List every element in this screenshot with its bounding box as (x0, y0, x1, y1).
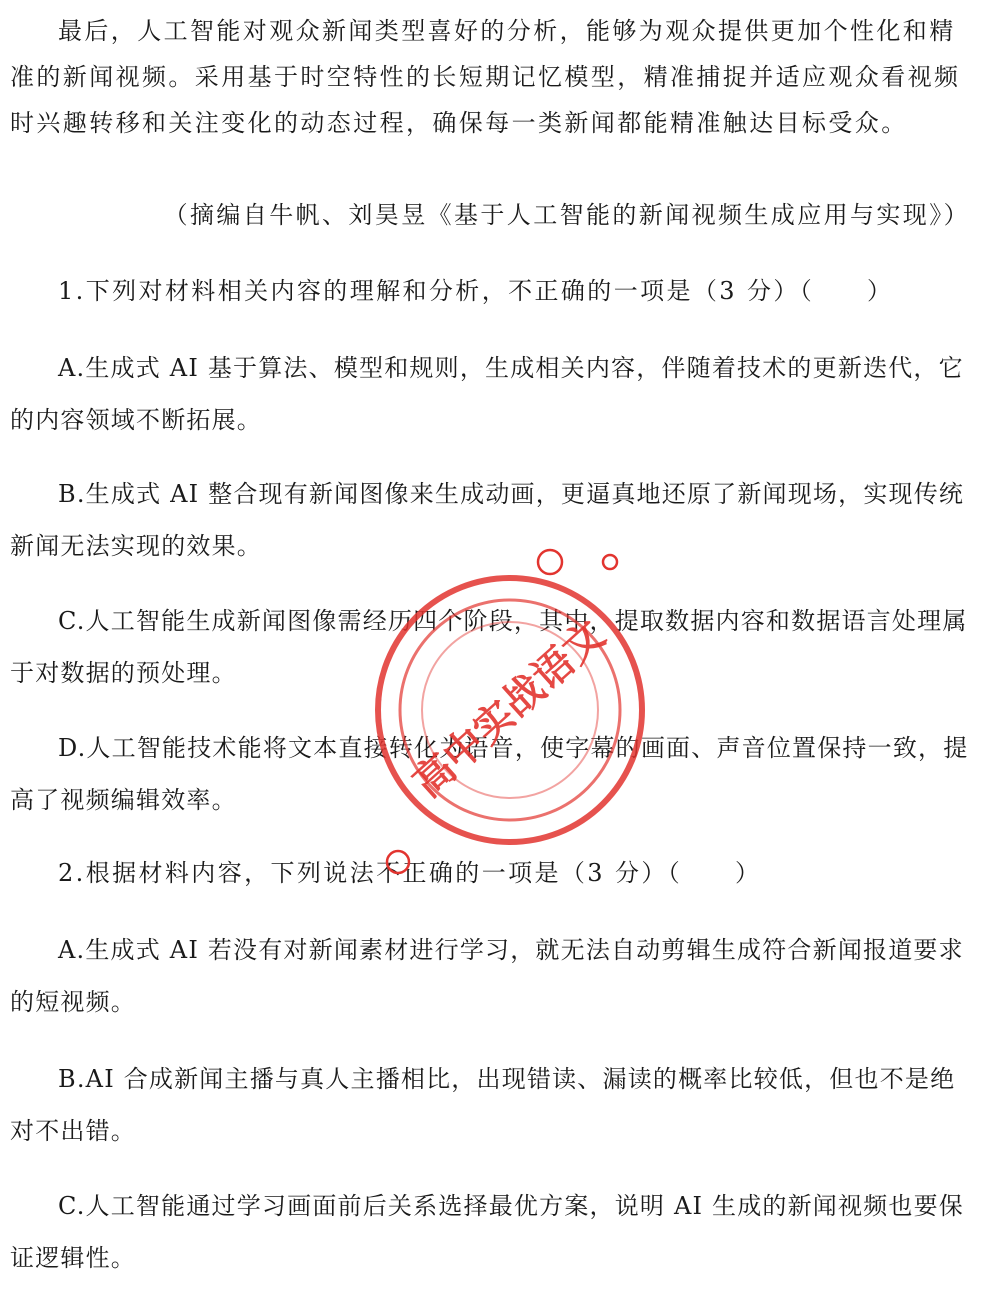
question-2-stem: 2.根据材料内容，下列说法不正确的一项是（3 分）（ ） (58, 859, 762, 887)
watermark-stamp (370, 540, 650, 880)
question-1-stem: 1.下列对材料相关内容的理解和分析，不正确的一项是（3 分）（ ） (58, 277, 894, 305)
question-2-option-a: A.生成式 AI 若没有对新闻素材进行学习，就无法自动剪辑生成符合新闻报道要求的短视频。 (10, 936, 964, 1016)
question-1-option-b: B.生成式 AI 整合现有新闻图像来生成动画，更逼真地还原了新闻现场，实现传统新闻无法实现的效果。 (10, 480, 965, 560)
question-2-option-c: C.人工智能通过学习画面前后关系选择最优方案，说明 AI 生成的新闻视频也要保证逻辑性。 (10, 1192, 965, 1272)
question-1-option-c: C.人工智能生成新闻图像需经历四个阶段，其中，提取数据内容和数据语言处理属于对数据的预处理。 (10, 607, 968, 687)
question-2-option-b: B.AI 合成新闻主播与真人主播相比，出现错读、漏读的概率比较低，但也不是绝对不出错。 (10, 1065, 956, 1145)
question-1-option-d: D.人工智能技术能将文本直接转化为语音，使字幕的画面、声音位置保持一致，提高了视频编辑效率。 (10, 734, 969, 814)
source-citation: （摘编自牛帆、刘昊昱《基于人工智能的新闻视频生成应用与实现》） (163, 201, 970, 229)
stamp-text: 高中实战语文 (404, 611, 614, 807)
passage-paragraph: 最后，人工智能对观众新闻类型喜好的分析，能够为观众提供更加个性化和精准的新闻视频。采用基于时空特性的长短期记忆模型，精准捕捉并适应观众看视频时兴趣转移和关注变化的动态过程，确保每一类新闻都能精准触达目标受众。 (10, 17, 961, 137)
question-1-option-a: A.生成式 AI 基于算法、模型和规则，生成相关内容，伴随着技术的更新迭代，它的内容领域不断拓展。 (10, 354, 964, 434)
